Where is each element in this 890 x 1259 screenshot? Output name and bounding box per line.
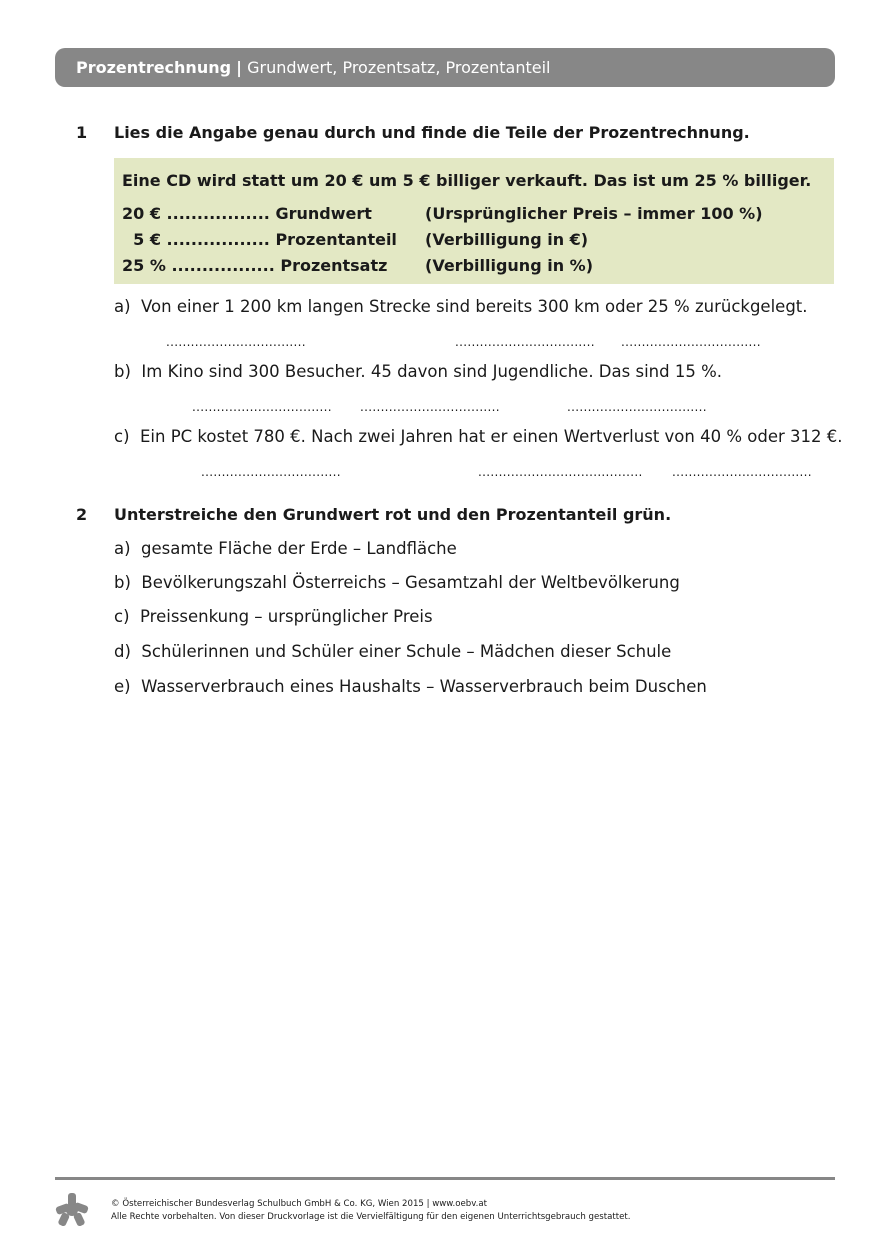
task1-title: Lies die Angabe genau durch und finde die Teile der Prozentrechnung. — [114, 123, 750, 142]
answer-blank[interactable]: ........................................ — [478, 465, 643, 479]
answer-blank[interactable]: .................................. — [621, 335, 761, 349]
task1-number: 1 — [76, 123, 88, 142]
task1-item-a: a) Von einer 1 200 km langen Strecke sind bereits 300 km oder 25 % zurückgelegt. — [114, 297, 808, 316]
example-row-term: 5 € ................. Prozentanteil — [122, 230, 397, 249]
example-row-explanation: (Verbilligung in %) — [425, 256, 593, 275]
footer-divider — [55, 1177, 835, 1180]
footer-line-1: © Österreichischer Bundesverlag Schulbuch GmbH & Co. KG, Wien 2015 | www.oebv.at — [111, 1199, 488, 1209]
answer-blank[interactable]: .................................. — [166, 335, 306, 349]
header-separator: | — [236, 58, 242, 77]
task1-item-c: c) Ein PC kostet 780 €. Nach zwei Jahren hat er einen Wertverlust von 40 % oder 312 €. — [114, 427, 843, 446]
header-bar — [55, 48, 835, 87]
header-title: Prozentrechnung — [76, 58, 232, 77]
task2-item-e: e) Wasserverbrauch eines Haushalts – Wasserverbrauch beim Duschen — [114, 677, 707, 696]
example-row-term: 25 % ................. Prozentsatz — [122, 256, 388, 275]
task2-item-d: d) Schülerinnen und Schüler einer Schule – Mädchen dieser Schule — [114, 642, 672, 661]
task2-number: 2 — [76, 505, 88, 524]
footer-line-2: Alle Rechte vorbehalten. Von dieser Druckvorlage ist die Vervielfältigung für den eigenen Unterrichtsgebrauch gestattet. — [111, 1212, 631, 1222]
example-row-term: 20 € ................. Grundwert — [122, 204, 372, 223]
example-box — [114, 158, 834, 284]
task2-item-a: a) gesamte Fläche der Erde – Landfläche — [114, 539, 457, 558]
task2-item-c: c) Preissenkung – ursprünglicher Preis — [114, 607, 433, 626]
answer-blank[interactable]: .................................. — [192, 400, 332, 414]
answer-blank[interactable]: .................................. — [567, 400, 707, 414]
answer-blank[interactable]: .................................. — [201, 465, 341, 479]
task1-item-b: b) Im Kino sind 300 Besucher. 45 davon sind Jugendliche. Das sind 15 %. — [114, 362, 722, 381]
answer-blank[interactable]: .................................. — [455, 335, 595, 349]
example-row-explanation: (Verbilligung in €) — [425, 230, 589, 249]
task2-title: Unterstreiche den Grundwert rot und den Prozentanteil grün. — [114, 505, 672, 524]
publisher-logo-icon — [54, 1191, 90, 1227]
footer-copyright — [111, 1198, 631, 1224]
task2-item-b: b) Bevölkerungszahl Österreichs – Gesamtzahl der Weltbevölkerung — [114, 573, 680, 592]
example-lead: Eine CD wird statt um 20 € um 5 € billiger verkauft. Das ist um 25 % billiger. — [122, 171, 812, 190]
example-row-explanation: (Ursprünglicher Preis – immer 100 %) — [425, 204, 763, 223]
header-subtitle: Grundwert, Prozentsatz, Prozentanteil — [247, 58, 551, 77]
answer-blank[interactable]: .................................. — [672, 465, 812, 479]
answer-blank[interactable]: .................................. — [360, 400, 500, 414]
